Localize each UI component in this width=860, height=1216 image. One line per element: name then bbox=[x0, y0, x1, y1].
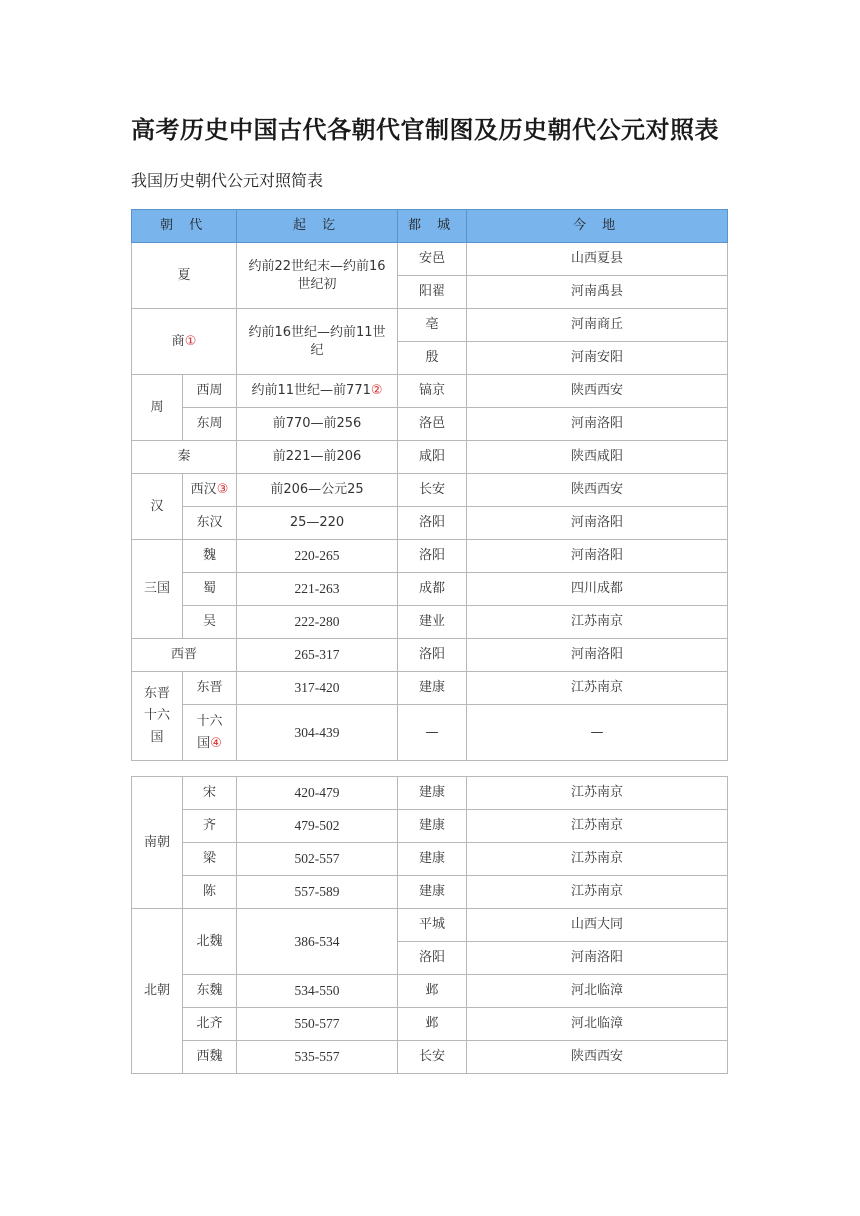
table-row bbox=[132, 507, 728, 540]
sub-dynasty-cell: 东周 bbox=[183, 408, 237, 441]
period-cell: 前770—前256 bbox=[237, 408, 398, 441]
location-cell: — bbox=[467, 705, 728, 761]
dynasty-cell: 汉 bbox=[132, 474, 183, 540]
period-cell: 420-479 bbox=[237, 777, 398, 810]
table-row bbox=[132, 810, 728, 843]
location-cell: 河南禹县 bbox=[467, 276, 728, 309]
dynasty-table-part-2 bbox=[131, 776, 728, 1074]
sub-dynasty-name: 十六国 bbox=[196, 713, 223, 751]
sub-dynasty-cell: 东晋 bbox=[183, 672, 237, 705]
location-cell: 河南商丘 bbox=[467, 309, 728, 342]
dynasty-cell: 东晋十六国 bbox=[132, 672, 183, 761]
sub-dynasty-cell: 北魏 bbox=[183, 909, 237, 975]
location-cell: 江苏南京 bbox=[467, 672, 728, 705]
location-cell: 河南安阳 bbox=[467, 342, 728, 375]
footnote-marker: ③ bbox=[216, 482, 229, 497]
dynasty-cell: 夏 bbox=[132, 243, 237, 309]
sub-dynasty-cell: 蜀 bbox=[183, 573, 237, 606]
table-row bbox=[132, 639, 728, 672]
table-row bbox=[132, 705, 728, 761]
period-cell: 502-557 bbox=[237, 843, 398, 876]
location-cell: 山西夏县 bbox=[467, 243, 728, 276]
location-cell: 江苏南京 bbox=[467, 810, 728, 843]
table-row bbox=[132, 672, 728, 705]
capital-cell: 建康 bbox=[398, 843, 467, 876]
dynasty-cell: 南朝 bbox=[132, 777, 183, 909]
dynasty-cell: 周 bbox=[132, 375, 183, 441]
footnote-marker: ① bbox=[184, 333, 197, 349]
table-row bbox=[132, 975, 728, 1008]
period-cell: 221-263 bbox=[237, 573, 398, 606]
period-text: 约前11世纪—前771 bbox=[251, 383, 371, 398]
sub-dynasty-cell: 东汉 bbox=[183, 507, 237, 540]
location-cell: 河南洛阳 bbox=[467, 639, 728, 672]
table-row bbox=[132, 777, 728, 810]
capital-cell: 亳 bbox=[398, 309, 467, 342]
sub-dynasty-cell: 北齐 bbox=[183, 1008, 237, 1041]
sub-dynasty-cell: 魏 bbox=[183, 540, 237, 573]
period-cell bbox=[237, 375, 398, 408]
sub-dynasty-cell: 陈 bbox=[183, 876, 237, 909]
location-cell: 江苏南京 bbox=[467, 843, 728, 876]
sub-dynasty-cell bbox=[183, 474, 237, 507]
period-cell: 约前22世纪末—约前16世纪初 bbox=[237, 243, 398, 309]
sub-dynasty-cell: 齐 bbox=[183, 810, 237, 843]
period-cell: 534-550 bbox=[237, 975, 398, 1008]
location-cell: 江苏南京 bbox=[467, 606, 728, 639]
dynasty-cell bbox=[132, 309, 237, 375]
capital-cell: 建康 bbox=[398, 777, 467, 810]
footnote-marker: ④ bbox=[210, 735, 222, 751]
table-row bbox=[132, 1041, 728, 1074]
table-row bbox=[132, 441, 728, 474]
capital-cell: 咸阳 bbox=[398, 441, 467, 474]
dynasty-cell: 秦 bbox=[132, 441, 237, 474]
location-cell: 山西大同 bbox=[467, 909, 728, 942]
location-cell: 陕西西安 bbox=[467, 1041, 728, 1074]
period-cell: 265-317 bbox=[237, 639, 398, 672]
capital-cell: 成都 bbox=[398, 573, 467, 606]
capital-cell: 长安 bbox=[398, 474, 467, 507]
period-cell: 550-577 bbox=[237, 1008, 398, 1041]
dynasty-table-part-1 bbox=[131, 209, 728, 761]
capital-cell: 邺 bbox=[398, 975, 467, 1008]
capital-cell: 长安 bbox=[398, 1041, 467, 1074]
dynasty-cell: 西晋 bbox=[132, 639, 237, 672]
period-cell: 479-502 bbox=[237, 810, 398, 843]
dynasty-cell: 北朝 bbox=[132, 909, 183, 1074]
period-cell: 220-265 bbox=[237, 540, 398, 573]
period-cell: 304-439 bbox=[237, 705, 398, 761]
header-period: 起 讫 bbox=[237, 210, 398, 243]
capital-cell: 殷 bbox=[398, 342, 467, 375]
period-cell: 前221—前206 bbox=[237, 441, 398, 474]
location-cell: 江苏南京 bbox=[467, 777, 728, 810]
period-cell: 前206—公元25 bbox=[237, 474, 398, 507]
period-cell: 386-534 bbox=[237, 909, 398, 975]
table-row bbox=[132, 540, 728, 573]
capital-cell: 阳翟 bbox=[398, 276, 467, 309]
table-row bbox=[132, 573, 728, 606]
capital-cell: 洛阳 bbox=[398, 942, 467, 975]
sub-dynasty-cell: 西魏 bbox=[183, 1041, 237, 1074]
sub-dynasty-name: 西汉 bbox=[190, 482, 217, 497]
period-cell: 317-420 bbox=[237, 672, 398, 705]
capital-cell: 镐京 bbox=[398, 375, 467, 408]
table-row bbox=[132, 474, 728, 507]
dynasty-cell: 三国 bbox=[132, 540, 183, 639]
capital-cell: 建康 bbox=[398, 876, 467, 909]
location-cell: 陕西咸阳 bbox=[467, 441, 728, 474]
location-cell: 河南洛阳 bbox=[467, 942, 728, 975]
capital-cell: 邺 bbox=[398, 1008, 467, 1041]
capital-cell: 建康 bbox=[398, 672, 467, 705]
dynasty-name: 商 bbox=[171, 333, 185, 349]
sub-dynasty-cell bbox=[183, 705, 237, 761]
capital-cell: 洛阳 bbox=[398, 540, 467, 573]
table-header-row bbox=[132, 210, 728, 243]
header-dynasty: 朝 代 bbox=[132, 210, 237, 243]
table-row bbox=[132, 909, 728, 942]
period-cell: 222-280 bbox=[237, 606, 398, 639]
table-row bbox=[132, 309, 728, 342]
table-row bbox=[132, 375, 728, 408]
location-cell: 江苏南京 bbox=[467, 876, 728, 909]
table-row bbox=[132, 843, 728, 876]
period-cell: 557-589 bbox=[237, 876, 398, 909]
footnote-marker: ② bbox=[370, 383, 383, 398]
period-cell: 535-557 bbox=[237, 1041, 398, 1074]
table-row bbox=[132, 1008, 728, 1041]
location-cell: 河南洛阳 bbox=[467, 540, 728, 573]
header-present-location: 今 地 bbox=[467, 210, 728, 243]
location-cell: 四川成都 bbox=[467, 573, 728, 606]
sub-dynasty-cell: 吴 bbox=[183, 606, 237, 639]
location-cell: 河北临漳 bbox=[467, 975, 728, 1008]
sub-dynasty-cell: 梁 bbox=[183, 843, 237, 876]
location-cell: 陕西西安 bbox=[467, 474, 728, 507]
table-caption: 我国历史朝代公元对照简表 bbox=[131, 171, 324, 190]
period-cell: 25—220 bbox=[237, 507, 398, 540]
table-row bbox=[132, 876, 728, 909]
sub-dynasty-cell: 西周 bbox=[183, 375, 237, 408]
capital-cell: 平城 bbox=[398, 909, 467, 942]
table-row bbox=[132, 243, 728, 276]
location-cell: 河北临漳 bbox=[467, 1008, 728, 1041]
location-cell: 河南洛阳 bbox=[467, 408, 728, 441]
sub-dynasty-cell: 东魏 bbox=[183, 975, 237, 1008]
capital-cell: — bbox=[398, 705, 467, 761]
location-cell: 陕西西安 bbox=[467, 375, 728, 408]
capital-cell: 建业 bbox=[398, 606, 467, 639]
capital-cell: 洛阳 bbox=[398, 639, 467, 672]
capital-cell: 安邑 bbox=[398, 243, 467, 276]
table-row bbox=[132, 606, 728, 639]
capital-cell: 洛阳 bbox=[398, 507, 467, 540]
page-title: 高考历史中国古代各朝代官制图及历史朝代公元对照表 bbox=[131, 116, 719, 144]
capital-cell: 洛邑 bbox=[398, 408, 467, 441]
table-row bbox=[132, 408, 728, 441]
header-capital: 都 城 bbox=[398, 210, 467, 243]
sub-dynasty-cell: 宋 bbox=[183, 777, 237, 810]
location-cell: 河南洛阳 bbox=[467, 507, 728, 540]
period-cell: 约前16世纪—约前11世纪 bbox=[237, 309, 398, 375]
capital-cell: 建康 bbox=[398, 810, 467, 843]
